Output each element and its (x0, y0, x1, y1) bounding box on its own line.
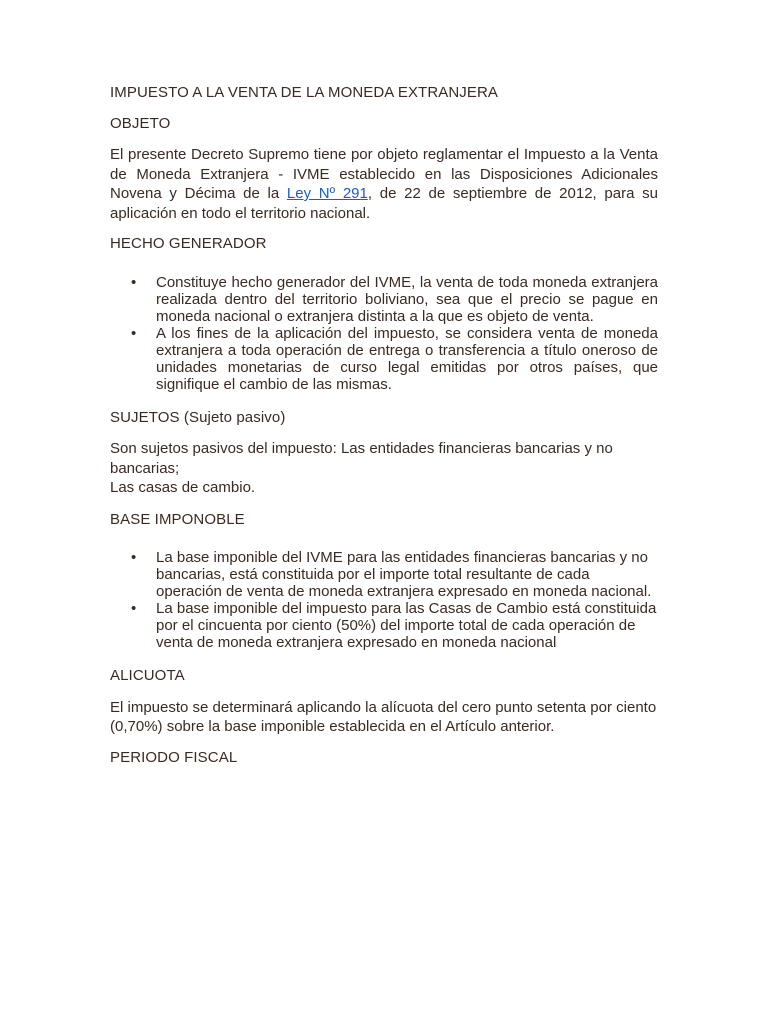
list-item-text: Constituye hecho generador del IVME, la venta de toda moneda extranjera realizada dentro del territorio boliviano, sea que el precio se pague en moneda nacional o extranjera distinta a la que es objeto de venta. (156, 273, 658, 325)
paragraph-alicuota: El impuesto se determinará aplicando la alícuota del cero punto setenta por ciento (0,70%) sobre la base imponible establecida en el Artículo anterior. (110, 698, 657, 735)
base-imponible-list (110, 549, 658, 651)
list-item (110, 549, 658, 600)
objeto-text-start: El presente Decreto Supremo tiene por objeto reglamentar el Impuesto a la Venta de Moneda Extranjera - IVME establecido en las Disposiciones Adicionales Novena y Décima de la (110, 146, 658, 202)
ley-291-link[interactable]: Ley Nº 291 (286, 185, 368, 202)
heading-alicuota: ALICUOTA (110, 667, 185, 684)
paragraph-objeto (110, 145, 658, 223)
list-item (110, 600, 658, 651)
list-item (110, 274, 658, 325)
hecho-generador-list (110, 274, 658, 393)
document-title: IMPUESTO A LA VENTA DE LA MONEDA EXTRANJERA (110, 84, 499, 101)
bullet-icon: • (131, 324, 137, 342)
list-item-text: La base imponible del impuesto para las Casas de Cambio está constituida por el cincuenta por ciento (50%) del importe total de cada operación de venta de moneda extranjera expresado en moneda nacional (156, 600, 657, 651)
paragraph-sujetos (110, 439, 658, 498)
heading-periodo-fiscal: PERIODO FISCAL (110, 748, 238, 766)
heading-sujetos: SUJETOS (Sujeto pasivo) (110, 408, 286, 426)
heading-hecho-generador: HECHO GENERADOR (110, 235, 267, 252)
heading-base-imponible: BASE IMPONOBLE (110, 510, 245, 528)
bullet-icon: • (131, 600, 137, 617)
list-item-text: La base imponible del IVME para las entidades financieras bancarias y no bancarias, está constituida por el importe total resultante de cada operación de venta de moneda extranjera expresado en moneda nacional. (156, 549, 652, 600)
document-page (110, 84, 658, 767)
bullet-icon: • (131, 549, 137, 566)
sujetos-line-1: Son sujetos pasivos del impuesto: Las entidades financieras bancarias y no bancarias; (110, 440, 613, 477)
bullet-icon: • (131, 273, 137, 291)
objeto-text-end: , de 22 de septiembre de 2012, para su aplicación en todo el territorio nacional. (110, 185, 658, 222)
heading-objeto: OBJETO (110, 114, 171, 132)
sujetos-line-2: Las casas de cambio. (110, 479, 256, 496)
list-item-text: A los fines de la aplicación del impuesto, se considera venta de moneda extranjera a toda operación de entrega o transferencia a título oneroso de unidades monetarias de curso legal emitidas por otros países, que signifique el cambio de las mismas. (156, 324, 658, 393)
list-item (110, 325, 658, 393)
